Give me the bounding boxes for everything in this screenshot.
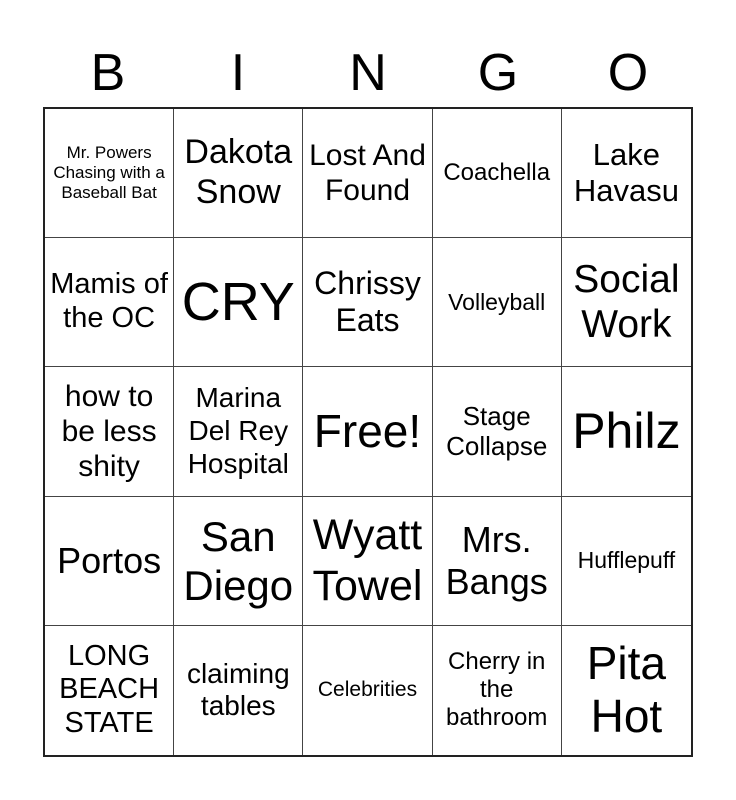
- bingo-cell[interactable]: [562, 109, 691, 238]
- bingo-cell[interactable]: [433, 109, 562, 238]
- bingo-cell-text: Stage Collapse: [446, 401, 548, 462]
- bingo-cell-text: Coachella: [443, 159, 551, 187]
- bingo-cell[interactable]: [303, 626, 432, 755]
- bingo-cell[interactable]: [303, 497, 432, 626]
- bingo-cell[interactable]: [433, 367, 562, 496]
- bingo-cell[interactable]: [45, 367, 174, 496]
- bingo-cell-text: Wyatt Towel: [312, 511, 423, 610]
- bingo-cell[interactable]: [433, 626, 562, 755]
- bingo-cell-text: Social Work: [573, 257, 680, 347]
- bingo-free-space[interactable]: [303, 367, 432, 496]
- bingo-cell-text: claiming tables: [186, 657, 290, 722]
- bingo-cell-text: Hufflepuff: [577, 547, 676, 574]
- bingo-cell[interactable]: [562, 497, 691, 626]
- bingo-cell[interactable]: [45, 497, 174, 626]
- header-letter-b: B: [90, 44, 126, 102]
- bingo-cell-text: Free!: [313, 404, 422, 457]
- bingo-cell-text: Mamis of the OC: [50, 268, 168, 335]
- bingo-cell-text: Portos: [57, 539, 162, 581]
- bingo-cell-text: Chrissy Eats: [314, 264, 421, 339]
- bingo-cell-text: San Diego: [183, 512, 294, 609]
- bingo-cell[interactable]: [174, 626, 303, 755]
- bingo-cell[interactable]: [174, 238, 303, 367]
- bingo-cell[interactable]: [174, 109, 303, 238]
- bingo-cell[interactable]: [433, 238, 562, 367]
- bingo-cell-text: Cherry in the bathroom: [446, 648, 548, 732]
- bingo-cell[interactable]: [174, 497, 303, 626]
- bingo-cell[interactable]: [45, 626, 174, 755]
- bingo-cell-text: Mrs. Bangs: [445, 518, 548, 602]
- header-letter-i: I: [230, 44, 246, 102]
- bingo-cell[interactable]: [45, 238, 174, 367]
- bingo-cell[interactable]: [562, 626, 691, 755]
- bingo-cell-text: Marina Del Rey Hospital: [187, 382, 289, 479]
- bingo-cell-text: CRY: [181, 271, 295, 332]
- bingo-cell-text: how to be less shity: [61, 379, 157, 484]
- bingo-cell-text: Volleyball: [448, 288, 546, 315]
- bingo-cell[interactable]: [45, 109, 174, 238]
- bingo-cell-text: Dakota Snow: [184, 133, 293, 212]
- bingo-cell[interactable]: [562, 238, 691, 367]
- bingo-cell-text: Mr. Powers Chasing with a Baseball Bat: [53, 143, 165, 203]
- bingo-cell[interactable]: [174, 367, 303, 496]
- bingo-cell[interactable]: [433, 497, 562, 626]
- bingo-cell-text: Philz: [572, 403, 681, 460]
- header-letter-o: O: [607, 44, 649, 102]
- bingo-cell-text: Lake Havasu: [573, 136, 679, 209]
- bingo-cell-text: Pita Hot: [586, 636, 667, 743]
- bingo-cell-text: Lost And Found: [309, 139, 426, 208]
- bingo-cell[interactable]: [303, 109, 432, 238]
- bingo-cell[interactable]: [303, 238, 432, 367]
- bingo-cell[interactable]: [562, 367, 691, 496]
- bingo-cell-text: Celebrities: [317, 678, 418, 702]
- bingo-header: [43, 40, 693, 106]
- header-letter-g: G: [477, 44, 519, 102]
- bingo-card-grid: [43, 107, 693, 757]
- header-letter-n: N: [349, 44, 387, 102]
- bingo-cell-text: LONG BEACH STATE: [59, 639, 160, 740]
